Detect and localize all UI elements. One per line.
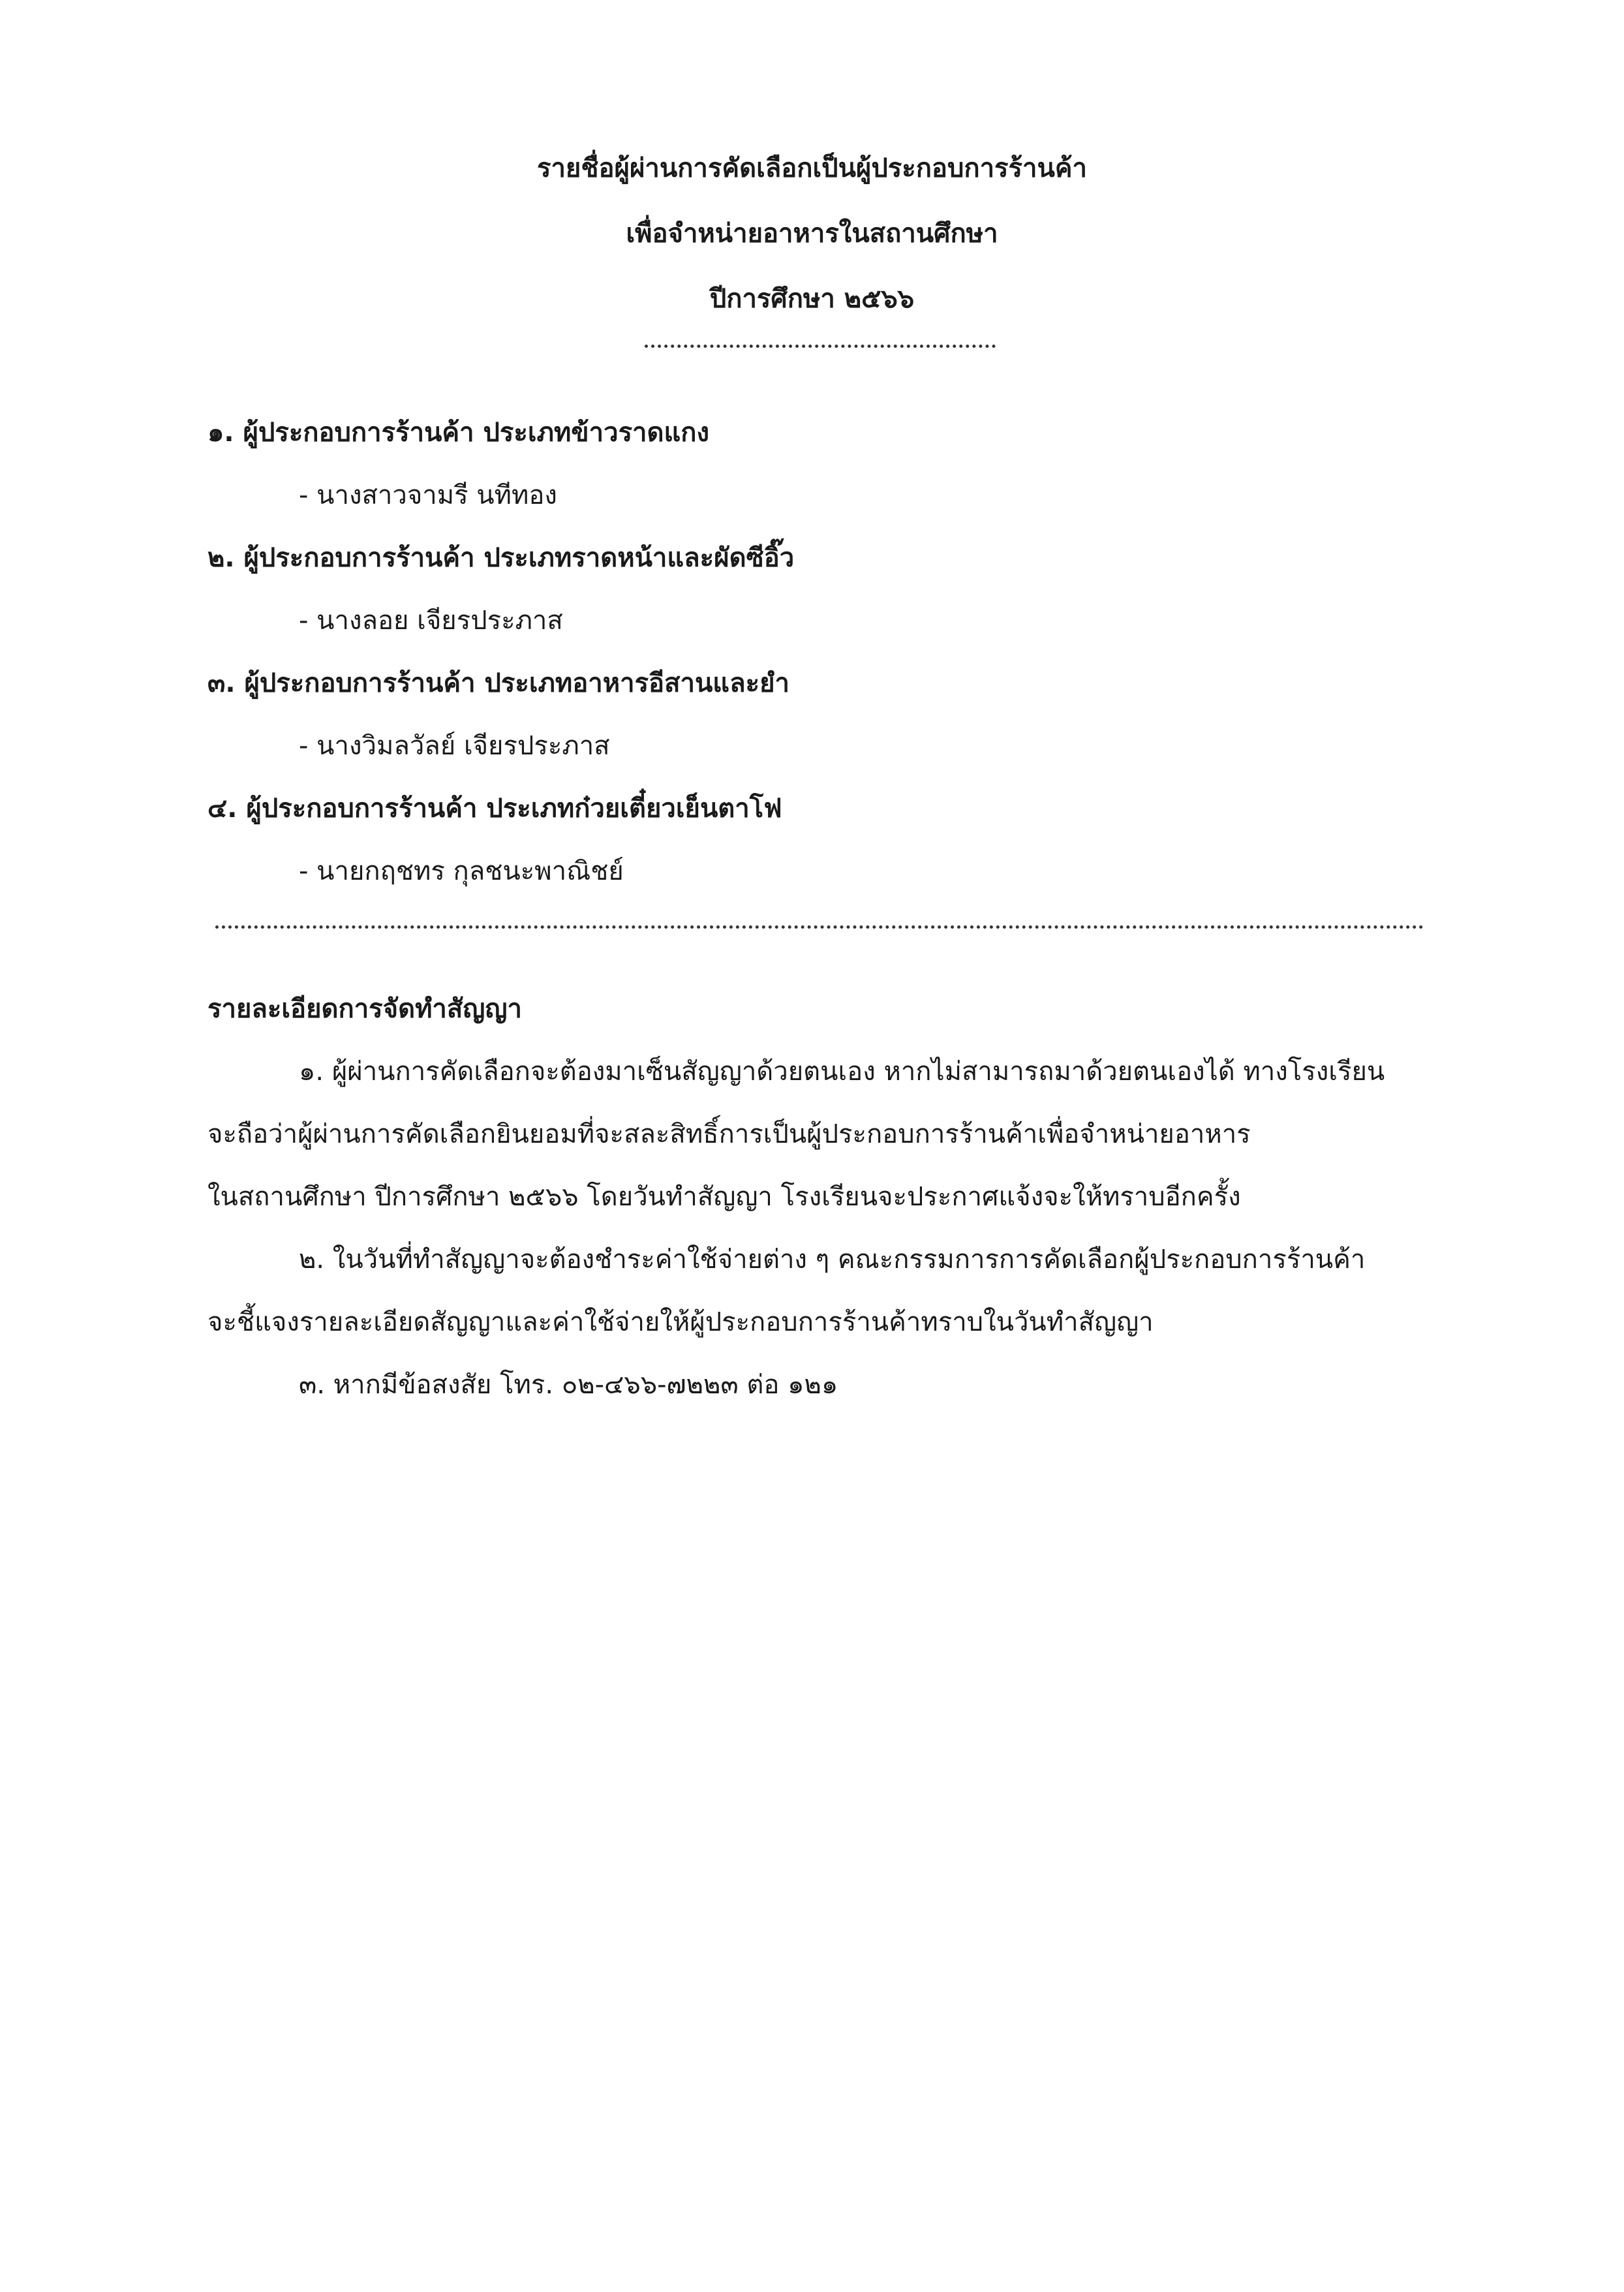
vendor-1-name: - นางสาวจามรี นทีทอง (299, 480, 557, 510)
vendor-list (207, 401, 1447, 903)
details-item-1-line-2: จะถือว่าผู้ผ่านการคัดเลือกยินยอมที่จะสละสิทธิ์การเป็นผู้ประกอบการร้านค้าเพื่อจำหน่ายอาหาร (207, 1119, 1251, 1149)
vendor-2-heading: ๒. ผู้ประกอบการร้านค้า ประเภทราดหน้าและผัดซีอิ๊ว (207, 543, 795, 573)
vendor-3-name: - นางวิมลวัลย์ เจียรประภาส (299, 731, 610, 761)
section-dotted-divider (215, 925, 1424, 929)
details-item-1-line-1: ๑. ผู้ผ่านการคัดเลือกจะต้องมาเซ็นสัญญาด้วยตนเอง หากไม่สามารถมาด้วยตนเองได้ ทางโรงเรียน (299, 1057, 1385, 1087)
contract-details (207, 978, 1434, 1416)
header-line-3: ปีการศึกษา ๒๕๖๖ (709, 284, 915, 314)
header-line-2: เพื่อจำหน่ายอาหารในสถานศึกษา (626, 219, 998, 249)
vendor-4-heading: ๔. ผู้ประกอบการร้านค้า ประเภทก๋วยเตี๋ยวเย็นตาโฟ (207, 794, 782, 824)
details-item-2-line-2: จะชี้แจงรายละเอียดสัญญาและค่าใช้จ่ายให้ผู้ประกอบการร้านค้าทราบในวันทำสัญญา (207, 1307, 1154, 1337)
details-item-2-line-1: ๒. ในวันที่ทำสัญญาจะต้องชำระค่าใช้จ่ายต่าง ๆ คณะกรรมการการคัดเลือกผู้ประกอบการร้านค้า (299, 1245, 1366, 1275)
details-title: รายละเอียดการจัดทำสัญญา (207, 994, 522, 1024)
vendor-4-name: - นายกฤชทร กุลชนะพาณิชย์ (299, 856, 624, 886)
document-header (0, 136, 1624, 332)
vendor-2-name: - นางลอย เจียรประภาส (299, 606, 563, 636)
details-item-3: ๓. หากมีข้อสงสัย โทร. ๐๒-๔๖๖-๗๒๒๓ ต่อ ๑๒๑ (299, 1370, 838, 1400)
vendor-1-heading: ๑. ผู้ประกอบการร้านค้า ประเภทข้าวราดแกง (207, 418, 710, 448)
vendor-3-heading: ๓. ผู้ประกอบการร้านค้า ประเภทอาหารอีสานและยำ (207, 668, 789, 698)
header-line-1: รายชื่อผู้ผ่านการคัดเลือกเป็นผู้ประกอบการร้านค้า (536, 153, 1088, 183)
details-item-1-line-3: ในสถานศึกษา ปีการศึกษา ๒๕๖๖ โดยวันทำสัญญา โรงเรียนจะประกาศแจ้งจะให้ทราบอีกครั้ง (207, 1182, 1241, 1212)
header-dotted-divider (645, 345, 996, 348)
